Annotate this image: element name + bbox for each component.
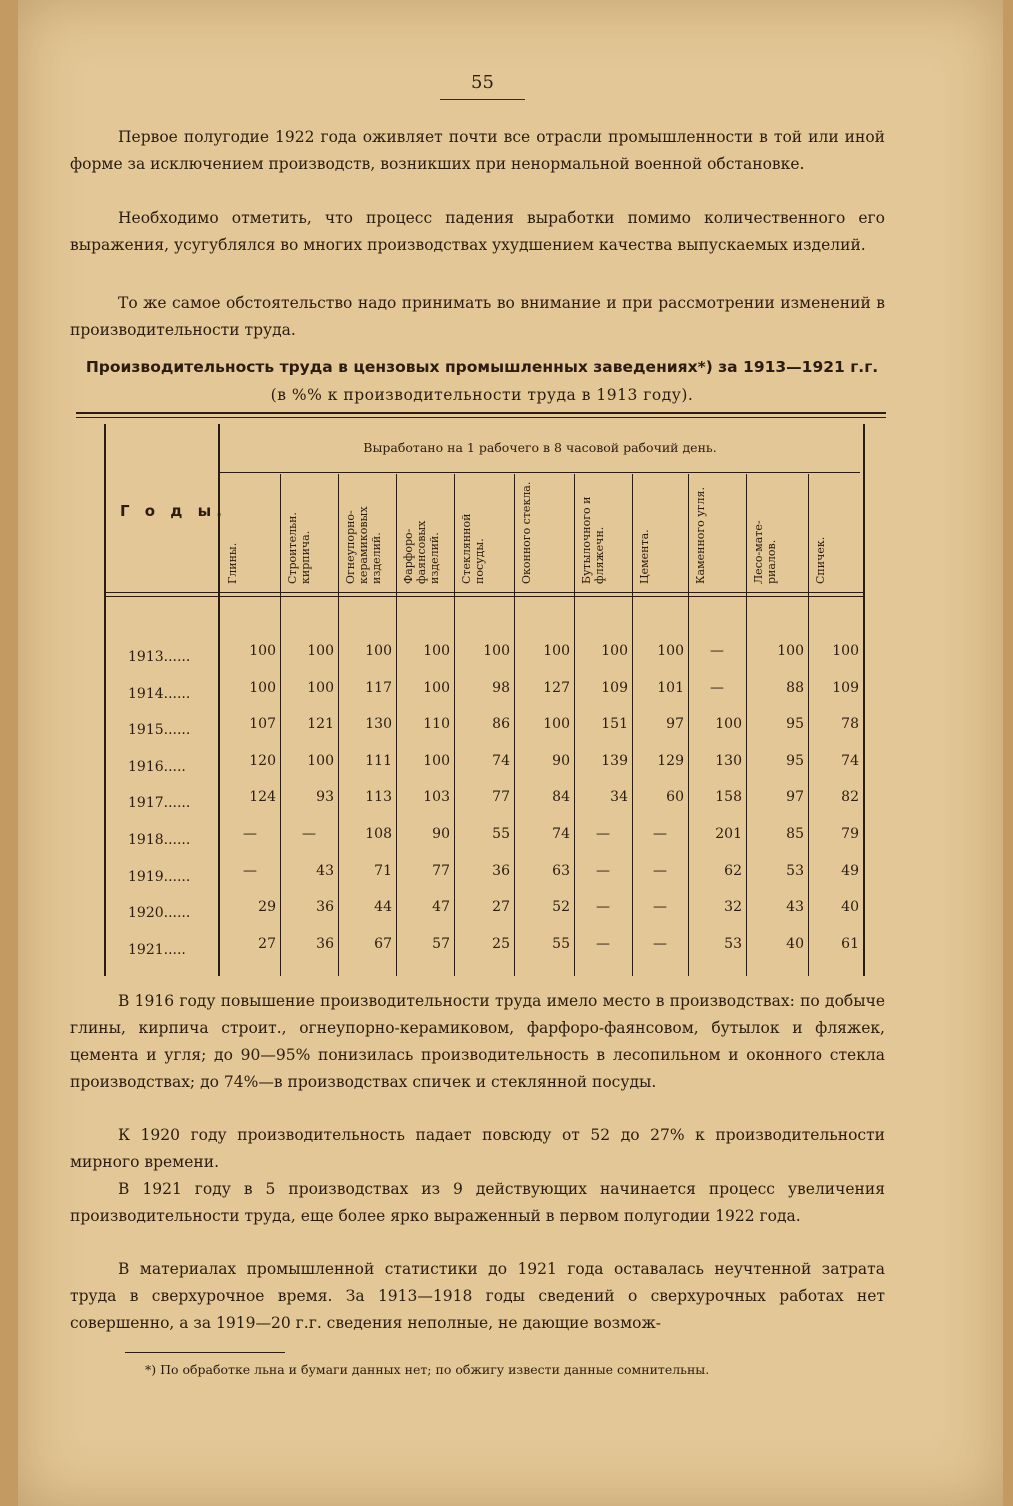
- column-header: Бутылочного и фляжечн.: [580, 496, 606, 584]
- table-cell: 139: [601, 752, 628, 769]
- table-cell: 88: [786, 679, 804, 696]
- column-divider: [396, 474, 397, 976]
- table-cell: 52: [552, 899, 570, 916]
- table-cell: 121: [307, 716, 334, 733]
- row-year: 1916.....: [128, 758, 186, 775]
- column-divider: [514, 474, 515, 976]
- table-cell: 130: [715, 752, 742, 769]
- table-cell: 55: [552, 935, 570, 952]
- table-cell: 53: [786, 862, 804, 879]
- after-paragraph-3: В 1921 году в 5 производствах из 9 действующих начинается процесс увеличения производительности труда, еще более ярко выраженный в первом полугодии 1922 года.: [70, 1180, 885, 1225]
- table-cell: 34: [610, 789, 628, 806]
- column-divider: [338, 474, 339, 976]
- table-cell: 103: [423, 789, 450, 806]
- table-cell: 29: [258, 899, 276, 916]
- table-cell: 100: [832, 643, 859, 659]
- table-cell: —: [302, 826, 316, 842]
- table-cell: 158: [715, 789, 742, 806]
- footnote-rule: [125, 1352, 285, 1353]
- column-header: Строительн. кирпича.: [286, 512, 312, 584]
- column-header: Цемента.: [638, 529, 651, 584]
- column-divider: [280, 474, 281, 976]
- column-divider: [746, 474, 747, 976]
- table-cell: 100: [423, 752, 450, 769]
- table-cell: 110: [423, 716, 450, 733]
- row-year: 1915......: [128, 722, 191, 739]
- table-cell: 27: [492, 899, 510, 916]
- table-cell: 82: [841, 789, 859, 806]
- table-subtitle: (в %% к производительности труда в 1913 году).: [270, 386, 694, 404]
- column-header: Глины.: [226, 542, 239, 584]
- table-cell: 100: [365, 643, 392, 659]
- table-cell: 36: [316, 935, 334, 952]
- table-cell: 95: [786, 752, 804, 769]
- table-left-border: [104, 424, 106, 976]
- table-cell: 97: [786, 789, 804, 806]
- table-cell: 100: [423, 643, 450, 659]
- footnote: *) По обработке льна и бумаги данных нет; по обжигу извести данные сомнительны.: [145, 1362, 710, 1377]
- column-divider: [688, 474, 689, 976]
- table-cell: —: [596, 862, 610, 879]
- table-cell: —: [596, 899, 610, 916]
- table-cell: 101: [657, 679, 684, 696]
- table-cell: —: [243, 862, 257, 879]
- row-year: 1918......: [128, 832, 191, 848]
- table-cell: 100: [715, 716, 742, 733]
- row-year: 1917......: [128, 795, 191, 812]
- table-cell: 74: [492, 752, 510, 769]
- column-header: Огнеупорно-керамиковых изделий.: [344, 506, 383, 584]
- intro-paragraph-2: Необходимо отметить, что процесс падения выработки помимо количественного его выражения, усугублялся во многих производствах ухудшением качества выпускаемых изделий.: [70, 209, 885, 254]
- table-cell: 130: [365, 716, 392, 733]
- table-cell: —: [710, 679, 724, 696]
- table-cell: 97: [666, 716, 684, 733]
- table-cell: 201: [715, 826, 742, 842]
- table-cell: 40: [786, 935, 804, 952]
- table-cell: 100: [483, 643, 510, 659]
- table-cell: 63: [552, 862, 570, 879]
- table-cell: 100: [543, 716, 570, 733]
- table-cell: 44: [374, 899, 392, 916]
- table-cell: 84: [552, 789, 570, 806]
- table-cell: 36: [316, 899, 334, 916]
- table-cell: 36: [492, 862, 510, 879]
- table-cell: 98: [492, 679, 510, 696]
- table-cell: 100: [249, 679, 276, 696]
- column-header: Каменного угля.: [694, 487, 707, 584]
- table-cell: 100: [543, 643, 570, 659]
- table-cell: —: [596, 935, 610, 952]
- header-bottom-rule-2: [104, 596, 864, 597]
- table-cell: 47: [432, 899, 450, 916]
- intro-paragraph-3: То же самое обстоятельство надо принимать во внимание и при рассмотрении изменений в производительности труда.: [70, 294, 885, 339]
- table-cell: 77: [492, 789, 510, 806]
- table-cell: 100: [249, 643, 276, 659]
- table-cell: —: [653, 862, 667, 879]
- table-cell: 95: [786, 716, 804, 733]
- table-cell: 111: [365, 752, 392, 769]
- table-cell: 127: [543, 679, 570, 696]
- table-cell: 85: [786, 826, 804, 842]
- table-cell: 32: [724, 899, 742, 916]
- table-cell: 151: [601, 716, 628, 733]
- table-cell: 129: [657, 752, 684, 769]
- table-cell: 100: [307, 679, 334, 696]
- table-cell: —: [243, 826, 257, 842]
- table-cell: 43: [316, 862, 334, 879]
- table-cell: 43: [786, 899, 804, 916]
- page-number: 55: [440, 72, 525, 100]
- table-cell: 100: [777, 643, 804, 659]
- table-cell: 117: [365, 679, 392, 696]
- table-cell: 74: [841, 752, 859, 769]
- table-cell: 55: [492, 826, 510, 842]
- table-cell: 100: [657, 643, 684, 659]
- table-cell: —: [653, 826, 667, 842]
- table-cell: 100: [423, 679, 450, 696]
- row-year: 1919......: [128, 868, 191, 885]
- table-cell: 57: [432, 935, 450, 952]
- table-cell: 109: [832, 679, 859, 696]
- after-paragraph-4: В материалах промышленной статистики до 1921 года оставалась неучтенной затрата труда в сверхурочное время. За 1913—1918 годы сведений о сверхурочных работах нет совершенно, а за 1919—20 г.г. сведения неполные, не дающие возмож-: [70, 1260, 885, 1332]
- column-header: Фарфоро-фаянсовых изделий.: [402, 520, 441, 584]
- table-cell: 100: [307, 752, 334, 769]
- row-year: 1914......: [128, 685, 191, 702]
- table-cell: 120: [249, 752, 276, 769]
- table-cell: 78: [841, 716, 859, 733]
- table-cell: 77: [432, 862, 450, 879]
- table-cell: 25: [492, 935, 510, 952]
- years-header: Г о д ы.: [120, 502, 227, 520]
- column-divider: [574, 474, 575, 976]
- table-cell: 60: [666, 789, 684, 806]
- table-right-border: [863, 424, 865, 976]
- table-cell: 79: [841, 826, 859, 842]
- group-header: Выработано на 1 рабочего в 8 часовой рабочий день.: [363, 440, 717, 455]
- table-top-rule-thin: [76, 417, 886, 418]
- table-cell: 113: [365, 789, 392, 806]
- after-paragraph-2: К 1920 году производительность падает повсюду от 52 до 27% к производительности мирного времени.: [70, 1126, 885, 1171]
- table-cell: —: [653, 935, 667, 952]
- table-cell: 67: [374, 935, 392, 952]
- table-cell: —: [653, 899, 667, 916]
- intro-paragraph-1: Первое полугодие 1922 года оживляет почти все отрасли промышленности в той или иной форме за исключением производств, возникших при ненормальной военной обстановке.: [70, 128, 885, 173]
- table-cell: 27: [258, 935, 276, 952]
- table-cell: 53: [724, 935, 742, 952]
- table-cell: 74: [552, 826, 570, 842]
- column-header: Оконного стекла.: [520, 481, 533, 584]
- table-cell: 49: [841, 862, 859, 879]
- column-header: Стеклянной посуды.: [460, 513, 486, 584]
- table-title: Производительность труда в цензовых промышленных заведениях*) за 1913—1921 г.г.: [85, 358, 879, 376]
- table-cell: 71: [374, 862, 392, 879]
- row-year: 1920......: [128, 905, 191, 922]
- table-cell: 90: [552, 752, 570, 769]
- table-cell: 62: [724, 862, 742, 879]
- table-cell: 61: [841, 935, 859, 952]
- column-header: Лесо-мате-риалов.: [752, 520, 778, 584]
- table-cell: 40: [841, 899, 859, 916]
- table-cell: 124: [249, 789, 276, 806]
- table-cell: 108: [365, 826, 392, 842]
- table-cell: 100: [601, 643, 628, 659]
- group-header-rule: [220, 472, 860, 473]
- table-cell: 109: [601, 679, 628, 696]
- row-year: 1913......: [128, 649, 191, 665]
- table-cell: 86: [492, 716, 510, 733]
- table-cell: 90: [432, 826, 450, 842]
- header-bottom-rule: [104, 592, 864, 593]
- table-cell: 93: [316, 789, 334, 806]
- table-cell: 100: [307, 643, 334, 659]
- column-header: Спичек.: [814, 536, 827, 584]
- after-paragraph-1: В 1916 году повышение производительности труда имело место в производствах: по добыче глины, кирпича строит., огнеупорно-керамиковом, фарфоро-фаянсовом, бутылок и фляжек, цемента и угля; до 90—95% понизилась производительность в лесопильном и оконного стекла производствах; до 74%—в производствах спичек и стеклянной посуды.: [70, 992, 885, 1091]
- table-cell: —: [596, 826, 610, 842]
- table-top-rule: [76, 412, 886, 414]
- table-cell: 107: [249, 716, 276, 733]
- row-year: 1921.....: [128, 941, 186, 958]
- table-cell: —: [710, 643, 724, 659]
- column-divider: [454, 474, 455, 976]
